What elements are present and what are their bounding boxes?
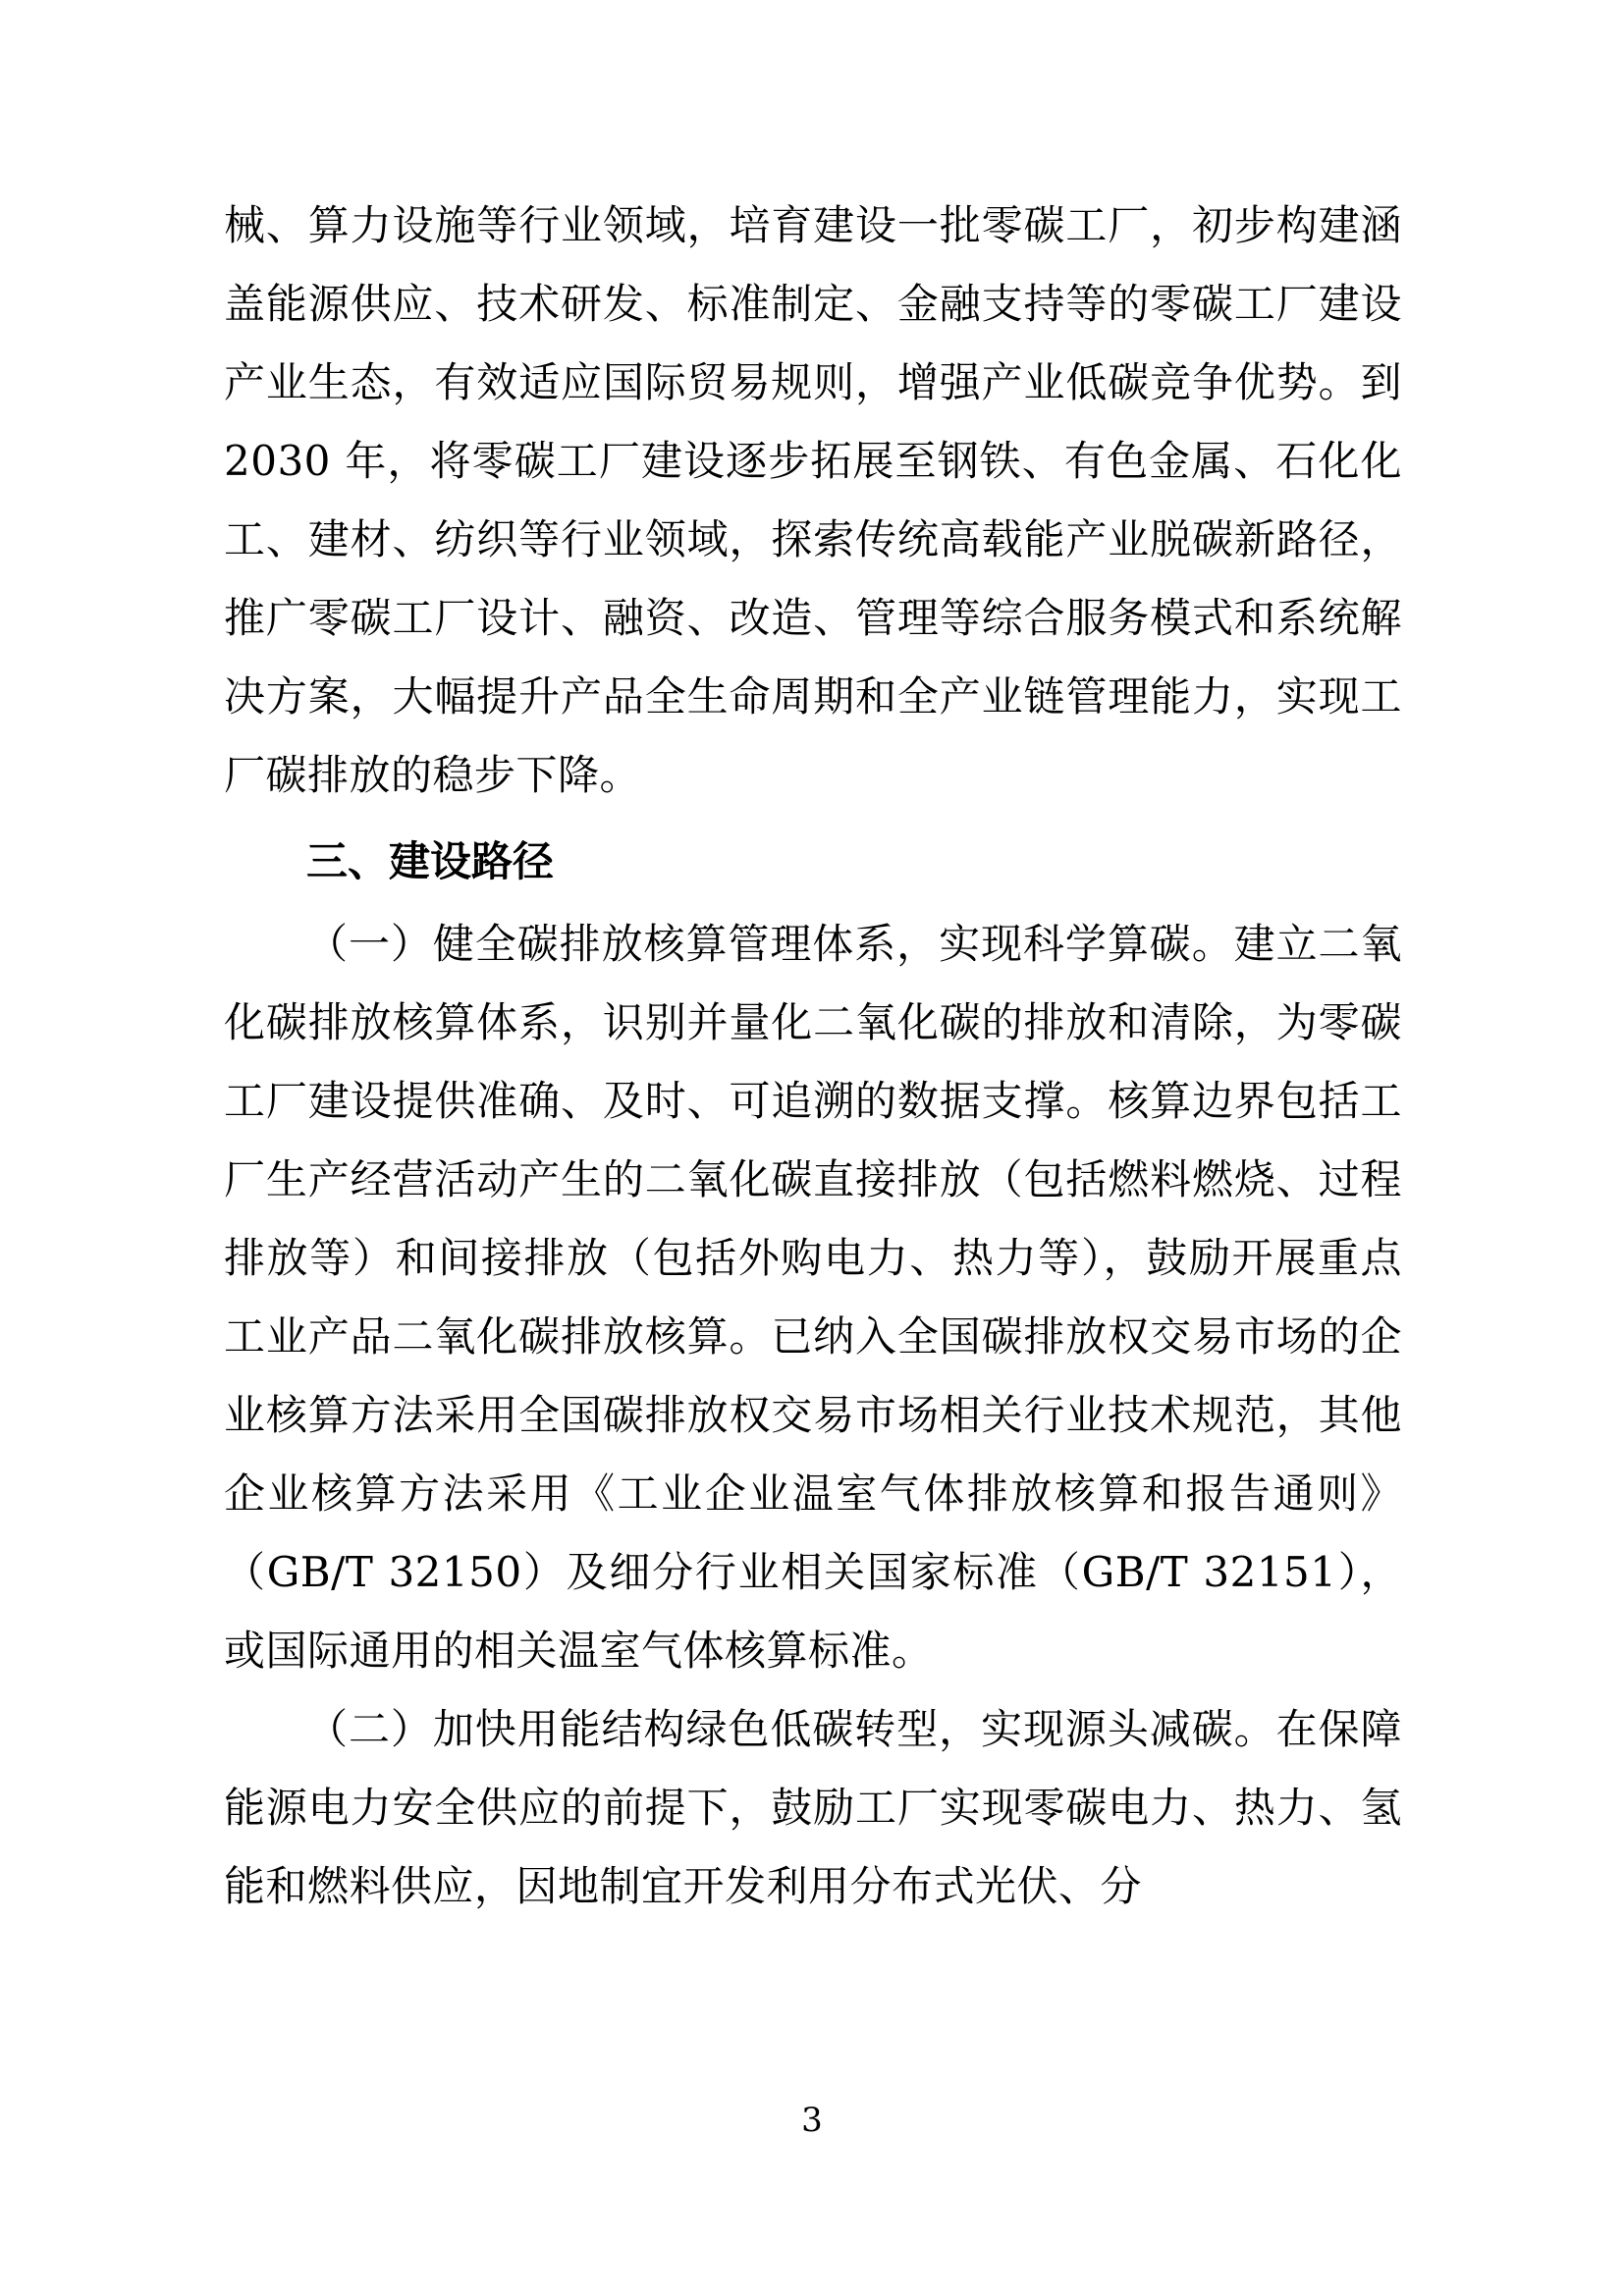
- section-heading-three: 三、建设路径: [306, 837, 555, 885]
- paragraph-item-one: （一）健全碳排放核算管理体系，实现科学算碳。建立二氧化碳排放核算体系，识别并量化二氧化碳的排放和清除，为零碳工厂建设提供准确、及时、可追溯的数据支撑。核算边界包括工厂生产经营活动产生的二氧化碳直接排放（包括燃料燃烧、过程排放等）和间接排放（包括外购电力、热力等），鼓励开展重点工业产品二氧化碳排放核算。已纳入全国碳排放权交易市场的企业核算方法采用全国碳排放权交易市场相关行业技术规范，其他企业核算方法采用《工业企业温室气体排放核算和报告通则》（GB/T 32150）及细分行业相关国家标准（GB/T 32151），或国际通用的相关温室气体核算标准。: [224, 920, 1402, 1675]
- paragraph-item-two: （二）加快用能结构绿色低碳转型，实现源头减碳。在保障能源电力安全供应的前提下，鼓励工厂实现零碳电力、热力、氢能和燃料供应，因地制宜开发利用分布式光伏、分: [224, 1705, 1402, 1910]
- page-content: [224, 187, 1402, 1926]
- paragraph-continued: 械、算力设施等行业领域，培育建设一批零碳工厂，初步构建涵盖能源供应、技术研发、标准制定、金融支持等的零碳工厂建设产业生态，有效适应国际贸易规则，增强产业低碳竞争优势。到 2030 年，将零碳工厂建设逐步拓展至钢铁、有色金属、石化化工、建材、纺织等行业领域，探索传统高载能产业脱碳新路径，推广零碳工厂设计、融资、改造、管理等综合服务模式和系统解决方案，大幅提升产品全生命周期和全产业链管理能力，实现工厂碳排放的稳步下降。: [224, 201, 1402, 799]
- page-number: 3: [801, 2101, 823, 2140]
